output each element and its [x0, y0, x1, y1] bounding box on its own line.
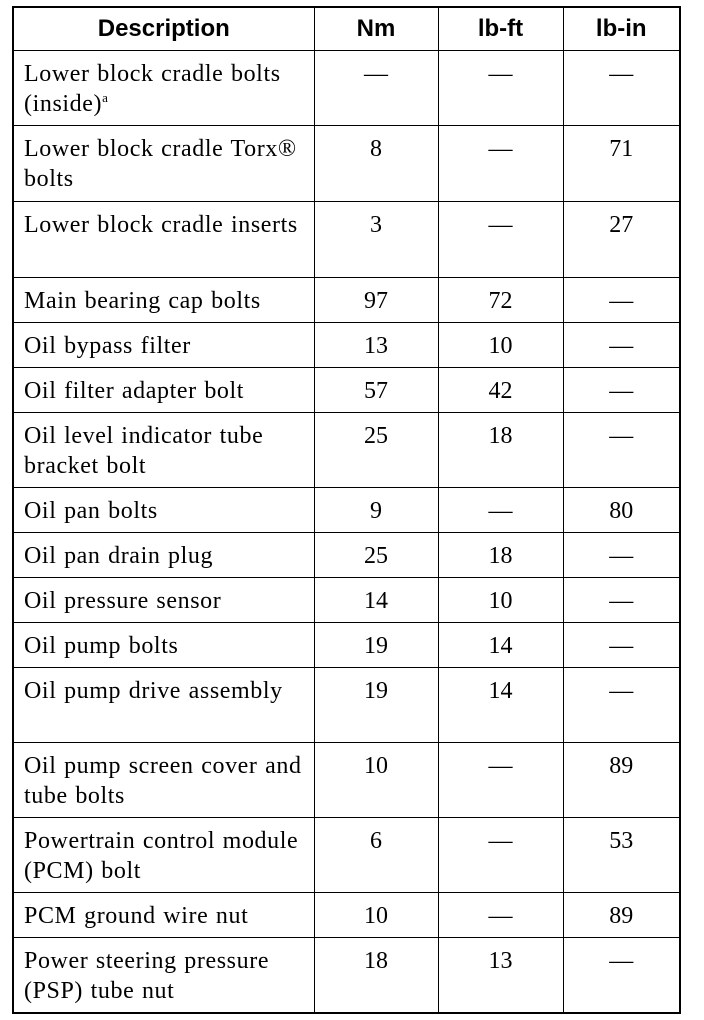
nm-cell: 25	[314, 533, 438, 578]
description-text: Oil pump screen cover and tube bolts	[24, 753, 302, 809]
table-row	[13, 623, 680, 668]
description-cell	[13, 938, 314, 1014]
description-text: Oil pump bolts	[24, 633, 179, 659]
header-nm: Nm	[314, 7, 438, 51]
lb-in-cell: —	[563, 368, 680, 413]
lb-ft-cell: 14	[438, 623, 563, 668]
description-cell	[13, 202, 314, 278]
lb-ft-cell: —	[438, 743, 563, 818]
lb-in-cell: 53	[563, 818, 680, 893]
nm-cell: 6	[314, 818, 438, 893]
lb-in-cell: —	[563, 533, 680, 578]
description-text: Lower block cradle Torx® bolts	[24, 136, 297, 192]
description-cell	[13, 323, 314, 368]
lb-in-cell: 71	[563, 126, 680, 202]
lb-ft-cell: 42	[438, 368, 563, 413]
description-cell	[13, 126, 314, 202]
lb-ft-cell: 10	[438, 578, 563, 623]
lb-ft-cell: 13	[438, 938, 563, 1014]
lb-ft-cell: —	[438, 126, 563, 202]
description-text: Oil pressure sensor	[24, 588, 222, 614]
description-cell	[13, 368, 314, 413]
lb-in-cell: —	[563, 413, 680, 488]
description-text: Oil pan bolts	[24, 498, 158, 524]
nm-cell: —	[314, 51, 438, 126]
nm-cell: 13	[314, 323, 438, 368]
nm-cell: 8	[314, 126, 438, 202]
description-cell	[13, 533, 314, 578]
header-description: Description	[13, 7, 314, 51]
lb-in-cell: 89	[563, 743, 680, 818]
nm-cell: 18	[314, 938, 438, 1014]
nm-cell: 3	[314, 202, 438, 278]
table-row	[13, 668, 680, 743]
lb-ft-cell: 14	[438, 668, 563, 743]
description-cell	[13, 668, 314, 743]
table-row	[13, 323, 680, 368]
description-cell	[13, 743, 314, 818]
table-body	[13, 51, 680, 1014]
description-text: Lower block cradle inserts	[24, 212, 298, 238]
nm-cell: 9	[314, 488, 438, 533]
lb-in-cell: 89	[563, 893, 680, 938]
lb-ft-cell: —	[438, 202, 563, 278]
nm-cell: 57	[314, 368, 438, 413]
description-cell	[13, 413, 314, 488]
lb-ft-cell: 72	[438, 278, 563, 323]
header-lb-ft: lb-ft	[438, 7, 563, 51]
nm-cell: 19	[314, 623, 438, 668]
table-row	[13, 413, 680, 488]
nm-cell: 10	[314, 893, 438, 938]
lb-in-cell: —	[563, 323, 680, 368]
description-text: Powertrain control module (PCM) bolt	[24, 828, 299, 884]
table-row	[13, 278, 680, 323]
description-text: Lower block cradle bolts (inside)	[24, 61, 281, 117]
lb-in-cell: —	[563, 278, 680, 323]
description-text: Oil level indicator tube bracket bolt	[24, 423, 264, 479]
lb-in-cell: —	[563, 668, 680, 743]
torque-specification-table	[12, 6, 681, 1014]
nm-cell: 14	[314, 578, 438, 623]
description-cell	[13, 488, 314, 533]
lb-in-cell: 27	[563, 202, 680, 278]
table-row	[13, 368, 680, 413]
nm-cell: 25	[314, 413, 438, 488]
lb-ft-cell: 18	[438, 413, 563, 488]
description-text: Oil bypass filter	[24, 333, 191, 359]
lb-in-cell: —	[563, 578, 680, 623]
lb-in-cell: 80	[563, 488, 680, 533]
lb-ft-cell: 18	[438, 533, 563, 578]
description-cell	[13, 623, 314, 668]
description-text: Main bearing cap bolts	[24, 288, 261, 314]
table-row	[13, 202, 680, 278]
table-header-row	[13, 7, 680, 51]
table-row	[13, 818, 680, 893]
description-cell	[13, 893, 314, 938]
table-row	[13, 938, 680, 1014]
lb-in-cell: —	[563, 623, 680, 668]
table-row	[13, 533, 680, 578]
nm-cell: 97	[314, 278, 438, 323]
description-text: Power steering pressure (PSP) tube nut	[24, 948, 270, 1004]
lb-in-cell: —	[563, 938, 680, 1014]
table-row	[13, 893, 680, 938]
lb-in-cell: —	[563, 51, 680, 126]
header-lb-in: lb-in	[563, 7, 680, 51]
table-row	[13, 488, 680, 533]
lb-ft-cell: —	[438, 818, 563, 893]
lb-ft-cell: —	[438, 51, 563, 126]
description-text: Oil pump drive assembly	[24, 678, 283, 704]
description-cell	[13, 578, 314, 623]
description-text: Oil filter adapter bolt	[24, 378, 245, 404]
table-row	[13, 578, 680, 623]
description-cell	[13, 51, 314, 126]
description-text: Oil pan drain plug	[24, 543, 214, 569]
description-text: PCM ground wire nut	[24, 903, 249, 929]
table-row	[13, 51, 680, 126]
lb-ft-cell: —	[438, 893, 563, 938]
table-row	[13, 126, 680, 202]
footnote-marker: a	[102, 90, 109, 105]
nm-cell: 10	[314, 743, 438, 818]
lb-ft-cell: 10	[438, 323, 563, 368]
lb-ft-cell: —	[438, 488, 563, 533]
description-cell	[13, 278, 314, 323]
description-cell	[13, 818, 314, 893]
table-row	[13, 743, 680, 818]
nm-cell: 19	[314, 668, 438, 743]
